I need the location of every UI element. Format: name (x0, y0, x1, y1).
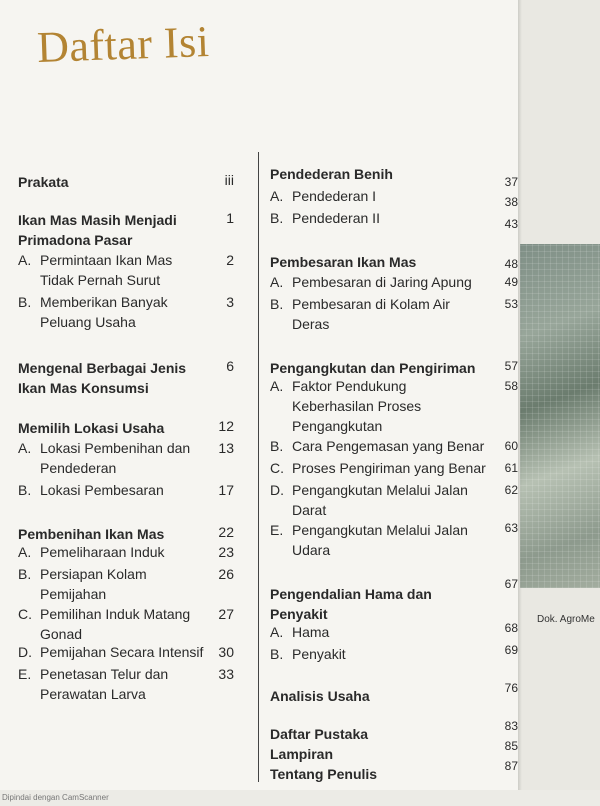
toc-entry-text: Ikan Mas Konsumsi (18, 380, 149, 396)
page-title: Daftar Isi (36, 17, 211, 73)
toc-entry-text: Primadona Pasar (18, 232, 133, 248)
toc-entry-text: Pendederan Benih (270, 166, 393, 182)
toc-item-letter: B. (18, 294, 32, 310)
toc-entry-text: Proses Pengiriman yang Benar (292, 460, 486, 476)
toc-heading (270, 719, 518, 742)
toc-item (18, 542, 240, 562)
toc-item (270, 644, 518, 664)
toc-entry-text: Permintaan Ikan Mas (40, 252, 173, 268)
toc-entry-text: Pengangkutan Melalui Jalan (292, 482, 468, 498)
toc-entry-text: Tentang Penulis (270, 766, 378, 782)
toc-entry-text: Ikan Mas Masih Menjadi (18, 212, 177, 228)
toc-entry-text: Pemeliharaan Induk (40, 544, 165, 560)
toc-page-number: 2 (226, 252, 234, 268)
toc-page-number: 22 (218, 524, 234, 540)
toc-page-number: 53 (504, 297, 518, 311)
toc-page-number: 68 (504, 621, 518, 635)
toc-page-number: 38 (504, 195, 518, 209)
toc-page-number: 85 (504, 739, 518, 753)
toc-item (18, 664, 240, 704)
toc-item-letter: B. (18, 482, 32, 498)
toc-page-number: 26 (218, 566, 234, 582)
toc-item (18, 480, 240, 500)
toc-page-number: 17 (218, 482, 234, 498)
toc-entry-text: Pendederan I (292, 188, 377, 204)
toc-entry-text: Pengangkutan Melalui Jalan (292, 522, 468, 538)
toc-entry-text: Peluang Usaha (40, 314, 136, 330)
toc-entry-text: Lokasi Pembesaran (40, 482, 164, 498)
toc-entry-text: Pengendalian Hama dan (270, 586, 432, 602)
toc-item-letter: E. (270, 522, 284, 538)
toc-item (270, 520, 518, 560)
toc-heading (18, 208, 240, 248)
toc-item (270, 376, 518, 436)
toc-page-number: 33 (218, 666, 234, 682)
toc-item-letter: E. (18, 666, 32, 682)
toc-heading (270, 681, 518, 704)
toc-entry-text: Darat (292, 502, 327, 518)
toc-entry-text: Mengenal Berbagai Jenis (18, 360, 187, 376)
toc-item (270, 186, 518, 209)
toc-entry-text: Penyakit (270, 606, 328, 622)
fish-cage-photo (520, 244, 600, 588)
toc-item-letter: A. (270, 624, 284, 640)
toc-item (270, 208, 518, 231)
toc-entry-text: Pendederan (40, 460, 117, 476)
toc-entry-text: Perawatan Larva (40, 686, 146, 702)
toc-item (18, 564, 240, 604)
toc-heading (270, 577, 518, 622)
toc-page-number: 69 (504, 643, 518, 657)
toc-entry-text: Pendederan II (292, 210, 380, 226)
toc-item-letter: A. (18, 440, 32, 456)
toc-entry-text: Tidak Pernah Surut (40, 272, 161, 288)
toc-page-number: 30 (218, 644, 234, 660)
toc-item (18, 438, 240, 478)
toc-page-number: iii (224, 172, 234, 188)
toc-item (18, 642, 240, 662)
toc-item (270, 294, 518, 334)
toc-heading (18, 356, 240, 396)
toc-entry-text: Lampiran (270, 746, 334, 762)
toc-page-number: 27 (218, 606, 234, 622)
toc-entry-text: Pengangkutan (292, 418, 383, 434)
toc-entry-text: Daftar Pustaka (270, 726, 369, 742)
toc-item (270, 458, 518, 478)
toc-page-number: 37 (504, 175, 518, 189)
toc-entry-text: Lokasi Pembenihan dan (40, 440, 191, 456)
toc-entry-text: Udara (292, 542, 331, 558)
toc-page-number: 48 (504, 257, 518, 271)
toc-item-letter: A. (270, 274, 284, 290)
toc-entry-text: Analisis Usaha (270, 688, 370, 704)
toc-item (18, 292, 240, 332)
toc-entry-text: Pembesaran di Jaring Apung (292, 274, 472, 290)
toc-heading (18, 416, 240, 436)
toc-entry-text: Pemijahan Secara Intensif (40, 644, 204, 660)
toc-heading (18, 522, 240, 542)
toc-heading (270, 759, 518, 782)
toc-heading (270, 250, 518, 270)
toc-heading (270, 162, 518, 189)
toc-entry-text: Keberhasilan Proses (292, 398, 422, 414)
toc-entry-text: Persiapan Kolam (40, 566, 147, 582)
toc-item (18, 250, 240, 290)
toc-item-letter: B. (270, 438, 284, 454)
toc-entry-text: Deras (292, 316, 330, 332)
toc-entry-text: Faktor Pendukung (292, 378, 407, 394)
column-divider (258, 152, 259, 782)
toc-entry-text: Pembesaran Ikan Mas (270, 254, 417, 270)
toc-item-letter: A. (270, 188, 284, 204)
toc-heading (270, 356, 518, 376)
toc-page-number: 3 (226, 294, 234, 310)
toc-page-number: 12 (218, 418, 234, 434)
toc-entry-text: Penetasan Telur dan (40, 666, 169, 682)
toc-item-letter: B. (270, 646, 284, 662)
toc-item (270, 272, 518, 292)
toc-item-letter: C. (270, 460, 284, 476)
photo-caption: Dok. AgroMe (537, 614, 595, 625)
toc-page-number: 87 (504, 759, 518, 773)
toc-entry-text: Memilih Lokasi Usaha (18, 420, 165, 436)
toc-page-number: 57 (504, 359, 518, 373)
toc-page-number: 63 (504, 521, 518, 535)
toc-page-number: 23 (218, 544, 234, 560)
toc-page-number: 49 (504, 275, 518, 289)
toc-page-number: 83 (504, 719, 518, 733)
toc-item-letter: A. (18, 544, 32, 560)
toc-entry-text: Cara Pengemasan yang Benar (292, 438, 485, 454)
toc-item (270, 480, 518, 520)
toc-page-number: 1 (226, 210, 234, 226)
toc-entry-text: Memberikan Banyak (40, 294, 168, 310)
toc-entry-text: Penyakit (292, 646, 346, 662)
toc-page-number: 61 (504, 461, 518, 475)
toc-entry-text: Gonad (40, 626, 83, 642)
toc-item-letter: B. (270, 210, 284, 226)
toc-item (18, 604, 240, 644)
toc-entry-text: Pembesaran di Kolam Air (292, 296, 450, 312)
toc-item-letter: C. (18, 606, 32, 622)
toc-item (270, 622, 518, 642)
toc-heading (18, 170, 240, 190)
toc-page-number: 62 (504, 483, 518, 497)
toc-heading (270, 739, 518, 762)
toc-item-letter: A. (18, 252, 32, 268)
toc-item (270, 436, 518, 456)
scanner-watermark: Dipindai dengan CamScanner (2, 793, 109, 802)
toc-entry-text: Pengangkutan dan Pengiriman (270, 360, 476, 376)
toc-item-letter: B. (18, 566, 32, 582)
toc-item-letter: D. (270, 482, 284, 498)
toc-page-number: 43 (504, 217, 518, 231)
toc-item-letter: D. (18, 644, 32, 660)
toc-page-number: 6 (226, 358, 234, 374)
toc-page-number: 67 (504, 577, 518, 591)
toc-entry-text: Pemilihan Induk Matang (40, 606, 191, 622)
toc-entry-text: Pembenihan Ikan Mas (18, 526, 165, 542)
toc-page-number: 58 (504, 379, 518, 393)
toc-page-number: 13 (218, 440, 234, 456)
toc-entry-text: Prakata (18, 174, 69, 190)
toc-page-number: 60 (504, 439, 518, 453)
toc-page-number: 76 (504, 681, 518, 695)
toc-entry-text: Hama (292, 624, 330, 640)
toc-entry-text: Pemijahan (40, 586, 107, 602)
toc-item-letter: A. (270, 378, 284, 394)
toc-item-letter: B. (270, 296, 284, 312)
